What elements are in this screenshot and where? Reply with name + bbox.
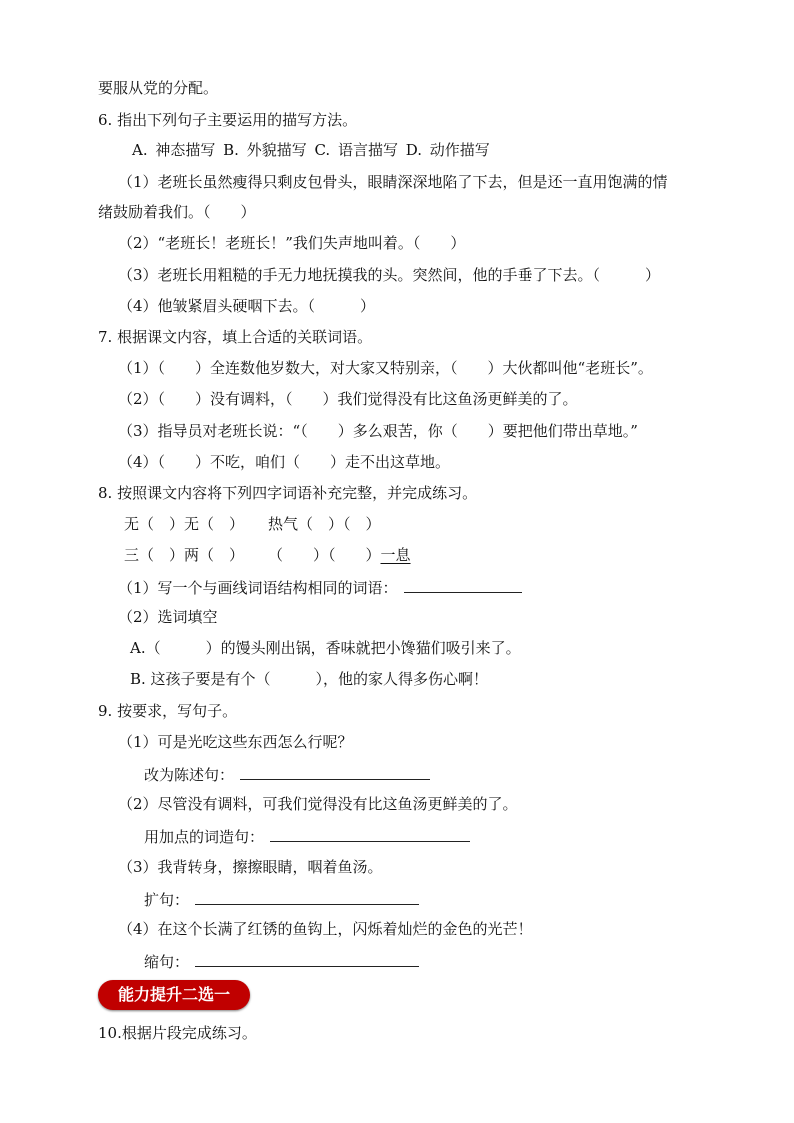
q8-word-3: 三（ ）两（ ） bbox=[124, 546, 245, 564]
q8-sub-1 bbox=[118, 576, 522, 598]
q9-item-1-prompt bbox=[144, 763, 430, 785]
answer-line[interactable] bbox=[404, 576, 522, 593]
q9-item-2: （2）尽管没有调料，可我们觉得没有比这鱼汤更鲜美的了。 bbox=[118, 795, 518, 813]
q7-stem: 7. 根据课文内容，填上合适的关联词语。 bbox=[98, 328, 373, 346]
q9-item-1: （1）可是光吃这些东西怎么行呢？ bbox=[118, 733, 353, 751]
q6-stem: 6. 指出下列句子主要运用的描写方法。 bbox=[98, 111, 358, 129]
answer-line[interactable] bbox=[195, 950, 419, 967]
q6-item-2: （2）“老班长！老班长！”我们失声地叫着。（ ） bbox=[118, 234, 466, 252]
q8-sub-2a: A.（ ）的馒头刚出锅，香味就把小馋猫们吸引来了。 bbox=[130, 639, 521, 657]
q7-item-2: （2）（ ）没有调料，（ ）我们觉得没有比这鱼汤更鲜美的了。 bbox=[118, 390, 578, 408]
q6-item-1-cont: 绪鼓励着我们。（ ） bbox=[98, 203, 256, 221]
q8-word-2: 热气（ ）（ ） bbox=[268, 515, 381, 533]
q9-item-2-prompt bbox=[144, 825, 470, 847]
q7-item-4: （4）（ ）不吃，咱们（ ）走不出这草地。 bbox=[118, 453, 451, 471]
q8-sub-1-text: （1）写一个与画线词语结构相同的词语： bbox=[118, 579, 398, 597]
q9-item-3-prompt bbox=[144, 888, 419, 910]
q7-item-1: （1）（ ）全连数他岁数大，对大家又特别亲，（ ）大伙都叫他“老班长”。 bbox=[118, 359, 653, 377]
q10-stem: 10.根据片段完成练习。 bbox=[98, 1024, 257, 1042]
q8-underlined-word: 一息 bbox=[380, 546, 411, 564]
q9-item-4-prompt-text: 缩句： bbox=[144, 953, 190, 971]
q6-item-4: （4）他皱紧眉头硬咽下去。（ ） bbox=[118, 297, 376, 315]
q8-sub-2: （2）选词填空 bbox=[118, 608, 218, 626]
q6-item-1: （1）老班长虽然瘦得只剩皮包骨头，眼睛深深地陷了下去，但是还一直用饱满的情 bbox=[118, 173, 668, 191]
q6-options: A. 神态描写 B. 外貌描写 C. 语言描写 D. 动作描写 bbox=[132, 141, 490, 159]
q9-item-3-prompt-text: 扩句： bbox=[144, 891, 190, 909]
answer-line[interactable] bbox=[240, 763, 430, 780]
q8-word-4 bbox=[268, 545, 411, 565]
q8-sub-2b: B. 这孩子要是有个（ ），他的家人得多伤心啊！ bbox=[130, 670, 489, 688]
q6-item-3: （3）老班长用粗糙的手无力地抚摸我的头。突然间，他的手垂了下去。（ ） bbox=[118, 266, 661, 284]
answer-line[interactable] bbox=[195, 888, 419, 905]
q9-stem: 9. 按要求，写句子。 bbox=[98, 702, 238, 720]
q9-item-3: （3）我背转身，擦擦眼睛，咽着鱼汤。 bbox=[118, 858, 383, 876]
q9-item-2-prompt-text: 用加点的词造句： bbox=[144, 828, 265, 846]
q7-item-3: （3）指导员对老班长说：“（ ）多么艰苦，你（ ）要把他们带出草地。” bbox=[118, 422, 638, 440]
q9-item-4-prompt bbox=[144, 950, 419, 972]
section-badge: 能力提升二选一 bbox=[98, 980, 250, 1010]
q9-item-1-prompt-text: 改为陈述句： bbox=[144, 766, 235, 784]
q8-word-1: 无（ ）无（ ） bbox=[124, 515, 245, 533]
q8-stem: 8. 按照课文内容将下列四字词语补充完整，并完成练习。 bbox=[98, 484, 478, 502]
q8-word-4-blanks: （ ）（ ） bbox=[268, 546, 381, 564]
q9-item-4: （4）在这个长满了红锈的鱼钩上，闪烁着灿烂的金色的光芒！ bbox=[118, 920, 533, 938]
intro-line: 要服从党的分配。 bbox=[98, 79, 219, 97]
answer-line[interactable] bbox=[270, 825, 470, 842]
